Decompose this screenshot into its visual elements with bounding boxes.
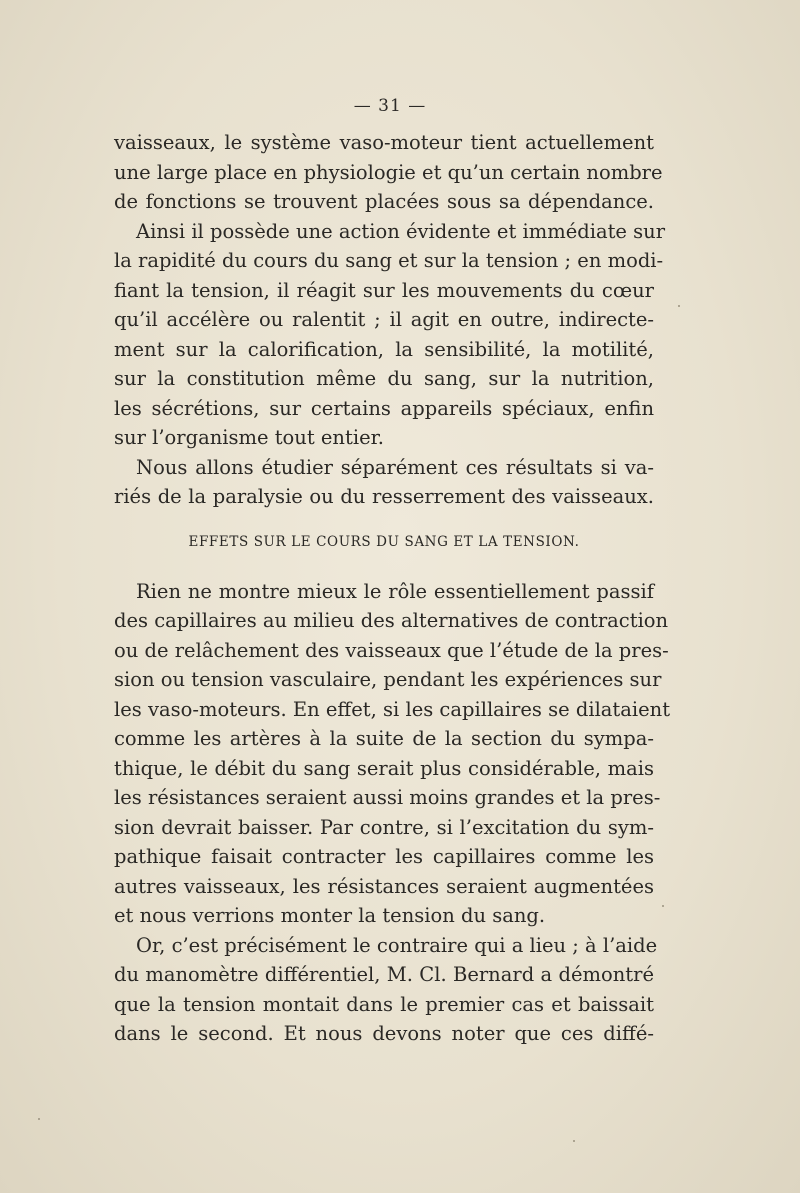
text-line: du manomètre différentiel, M. Cl. Bernard a démontré bbox=[114, 963, 654, 986]
text-line: thique, le débit du sang serait plus considérable, mais bbox=[114, 756, 654, 780]
text-line: une large place en physiologie et qu’un certain nombre bbox=[114, 160, 663, 184]
text-line: dans le second. Et nous devons noter que ces diffé- bbox=[114, 1022, 654, 1045]
text-line: pathique faisait contracter les capillaires comme les bbox=[114, 845, 654, 868]
paper-speck bbox=[678, 305, 680, 307]
text-line: ou de relâchement des vaisseaux que l’étude de la pres- bbox=[114, 638, 669, 662]
text-line: les résistances seraient aussi moins grandes et la pres- bbox=[114, 786, 661, 809]
paper-speck bbox=[662, 905, 664, 907]
text-line: de fonctions se trouvent placées sous sa dépendance. bbox=[114, 190, 654, 213]
paragraph-2 bbox=[114, 217, 666, 453]
text-line: qu’il accélère ou ralentit ; il agit en outre, indirecte- bbox=[114, 308, 654, 331]
text-line: sur l’organisme tout entier. bbox=[114, 426, 384, 449]
text-line: ment sur la calorification, la sensibilité, la motilité, bbox=[114, 337, 654, 361]
text-line: sur la constitution même du sang, sur la nutrition, bbox=[114, 367, 654, 390]
page-number: — 31 — bbox=[353, 96, 427, 116]
text-line: que la tension montait dans le premier cas et baissait bbox=[114, 992, 654, 1016]
text-line: Ainsi il possède une action évidente et immédiate sur bbox=[136, 219, 666, 243]
text-line: les vaso-moteurs. En effet, si les capillaires se dilataient bbox=[114, 697, 671, 721]
text-line: sion devrait baisser. Par contre, si l’excitation du sym- bbox=[114, 815, 654, 839]
text-line: Rien ne montre mieux le rôle essentiellement passif bbox=[136, 579, 654, 603]
text-line: fiant la tension, il réagit sur les mouvements du cœur bbox=[114, 278, 654, 302]
paper-speck bbox=[573, 1140, 575, 1142]
text-line: riés de la paralysie ou du resserrement des vaisseaux. bbox=[114, 485, 654, 508]
text-line: comme les artères à la suite de la section du sympa- bbox=[114, 727, 654, 750]
text-line: les sécrétions, sur certains appareils spéciaux, enfin bbox=[114, 396, 654, 420]
text-line: autres vaisseaux, les résistances seraient augmentées bbox=[114, 874, 654, 898]
text-line: vaisseaux, le système vaso-moteur tient actuellement bbox=[114, 131, 654, 154]
section-heading: EFFETS SUR LE COURS DU SANG ET LA TENSION. bbox=[188, 533, 580, 550]
paragraph-5 bbox=[114, 931, 658, 1049]
text-line: Or, c’est précisément le contraire qui a lieu ; à l’aide bbox=[136, 933, 658, 957]
paragraph-1 bbox=[114, 128, 663, 217]
text-line: des capillaires au milieu des alternatives de contraction bbox=[114, 609, 669, 632]
text-line: sion ou tension vasculaire, pendant les expériences sur bbox=[114, 668, 662, 691]
body-text bbox=[114, 128, 671, 1049]
paper-speck bbox=[38, 1118, 40, 1120]
text-line: Nous allons étudier séparément ces résultats si va- bbox=[136, 455, 654, 479]
text-line: la rapidité du cours du sang et sur la tension ; en modi- bbox=[114, 249, 664, 272]
paragraph-3 bbox=[114, 453, 654, 512]
text-line: et nous verrions monter la tension du sang. bbox=[114, 904, 546, 927]
paragraph-4 bbox=[114, 577, 671, 931]
